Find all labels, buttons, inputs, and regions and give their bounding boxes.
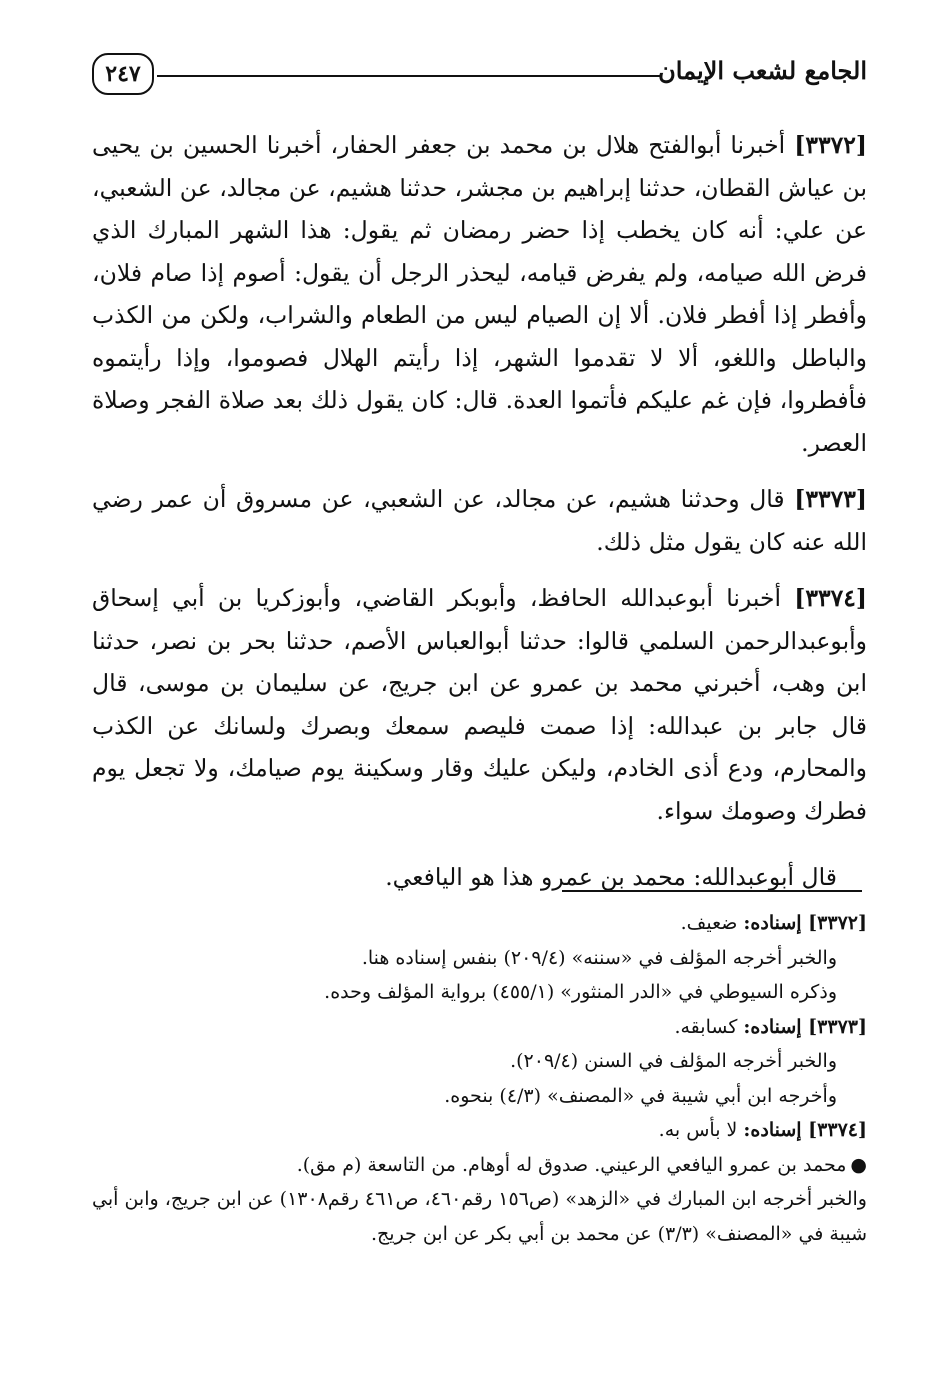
- footnote-text: ضعيف.: [680, 912, 744, 934]
- hadith-3373: [92, 478, 867, 563]
- header-rule: [157, 75, 662, 77]
- footnote-line: والخبر أخرجه ابن المبارك في «الزهد» (ص١٥٦ رقم٤٦٠، ص٤٦١ رقم١٣٠٨) عن ابن جريج، وابن أبي شيبة في «المصنف» (٣/٣) عن محمد بن أبي بكر عن ابن جريج.: [92, 1188, 867, 1245]
- page-number: ٢٤٧: [92, 53, 154, 95]
- footnote-text: لا بأس به.: [658, 1119, 744, 1141]
- hadith-text: قال وحدثنا هشيم، عن مجالد، عن الشعبي، عن مسروق أن عمر رضي الله عنه كان يقول مثل ذلك.: [92, 485, 867, 556]
- footnote-label: [٣٣٧٢] إسناده:: [743, 912, 867, 934]
- hadith-text: أخبرنا أبوالفتح هلال بن محمد بن جعفر الحفار، أخبرنا الحسين بن يحيى بن عياش القطان، حدثنا إبراهيم بن مجشر، حدثنا هشيم، عن مجالد، عن الشعبي، عن علي: أنه كان يخطب إذا حضر رمضان ثم يقول: هذا الشهر المبارك الذي فرض الله صيامه، ولم يفرض قيامه، ليحذر الرجل أن يقول: أصوم إذا صام فلان، وأفطر إذا أفطر فلان. ألا إن الصيام ليس من الطعام والشراب، ولكن من الكذب والباطل واللغو، ألا لا تقدموا الشهر، إذا رأيتم الهلال فصوموا، وإذا رأيتموه فأفطروا، فإن غم عليكم فأتموا العدة. قال: كان يقول ذلك بعد صلاة الفجر وصلاة العصر.: [92, 131, 867, 457]
- footnote-text: كسابقه.: [674, 1015, 744, 1038]
- footnote-3373-head: [92, 1010, 867, 1045]
- closing-remark: قال أبوعبدالله: محمد بن عمرو هذا هو اليافعي.: [385, 863, 837, 891]
- footnote-text: محمد بن عمرو اليافعي الرعيني. صدوق له أوهام. من التاسعة (م مق).: [296, 1153, 847, 1176]
- footnote-rule: [562, 890, 862, 892]
- hadith-number: [٣٣٧٣]: [794, 485, 867, 513]
- footnote-line: وذكره السيوطي في «الدر المنثور» (٤٥٥/١) برواية المؤلف وحده.: [324, 981, 837, 1003]
- footnote-label: [٣٣٧٤] إسناده:: [743, 1119, 867, 1141]
- footnote-line: وأخرجه ابن أبي شيبة في «المصنف» (٤/٣) بنحوه.: [444, 1084, 837, 1107]
- hadith-number: [٣٣٧٤]: [794, 584, 867, 612]
- footnote-label: [٣٣٧٣] إسناده:: [743, 1015, 867, 1038]
- footnote-line: والخبر أخرجه المؤلف في «سننه» (٢٠٩/٤) بنفس إسناده هنا.: [361, 946, 837, 969]
- book-title: الجامع لشعب الإيمان: [658, 56, 867, 85]
- footnote-3374-head: [92, 1113, 867, 1148]
- hadith-text: أخبرنا أبوعبدالله الحافظ، وأبوبكر القاضي، وأبوزكريا بن أبي إسحاق وأبوعبدالرحمن السلمي قالوا: حدثنا أبوالعباس الأصم، حدثنا بحر بن نصر، حدثنا ابن وهب، أخبرني محمد بن عمرو عن ابن جريج، عن سليمان بن موسى، قال قال جابر بن عبدالله: إذا صمت فليصم سمعك وبصرك ولسانك عن الكذب والمحارم، ودع أذى الخادم، وليكن عليك وقار وسكينة يوم صيامك، ولا تجعل يوم فطرك وصومك سواء.: [92, 584, 867, 825]
- footnote-line: [92, 1148, 867, 1183]
- footnote-line: والخبر أخرجه المؤلف في السنن (٢٠٩/٤).: [510, 1050, 837, 1072]
- hadith-3374: [92, 577, 867, 832]
- hadith-3372: [92, 124, 867, 464]
- hadith-number: [٣٣٧٢]: [794, 131, 867, 159]
- footnotes: [92, 906, 867, 1251]
- main-text: [92, 124, 867, 913]
- page-header: [92, 46, 867, 104]
- bullet-icon: ●: [850, 1153, 867, 1176]
- footnote-3372-head: [92, 906, 867, 941]
